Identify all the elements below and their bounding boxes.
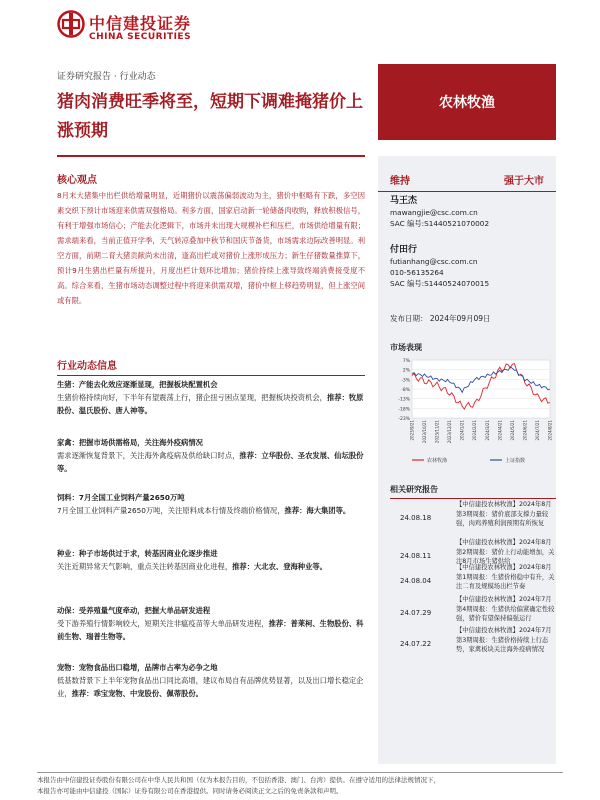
news-item-body: 低基数背景下上半年宠物食品出口同比高增，建议布局自有品牌优势显著，以及出口增长稳定企业，推荐：乖宝宠物、中宠股份、佩蒂股份。 — [57, 676, 364, 698]
rating-action: 维持 — [390, 176, 410, 187]
related-text[interactable]: 【中信建投农林牧渔】2024年7月第4期周报：生猪供给偏紧确定性较强，猪价有望保持偏强运行 — [456, 596, 555, 622]
market-title: 市场表现 — [390, 343, 422, 352]
y-tick-label: -18% — [398, 407, 410, 413]
disclaimer-line: 本报告由中信建投证券股份有限公司在中华人民共和国（仅为本报告目的，不包括香港、澳门、台湾）提供。在遵守适用的法律法规情况下， — [37, 776, 440, 784]
logo-mark-icon — [57, 10, 85, 38]
y-tick-label: -8% — [401, 388, 410, 393]
news-item-body: 需求逐渐恢复背景下，关注海外禽疫病及供给缺口时点，推荐：立华股份、圣农发展、仙坛股份等。 — [57, 451, 364, 473]
news-item-rec: 乖宝宠物、中宠股份、佩蒂股份。 — [93, 689, 203, 698]
x-tick-label: 2024/8/21 — [547, 420, 553, 441]
analyst-email: futianhang@csc.com.cn — [390, 257, 478, 266]
related-date: 24.08.11 — [400, 552, 432, 560]
analyst-phone: 010-56135264 — [390, 268, 444, 277]
news-item-head: 生猪：产能去化效应逐渐显现，把握板块配置机会 — [57, 380, 218, 389]
page-title: 猪肉消费旺季将至，短期下调难掩猪价上涨预期 — [57, 92, 363, 141]
related-divider — [390, 498, 556, 499]
x-tick-label: 2024/5/21 — [509, 420, 515, 441]
x-tick-label: 2024/6/21 — [522, 420, 528, 441]
news-item-head: 饲料：7月全国工业饲料产量2650万吨 — [57, 493, 185, 502]
news-item-rec: 海大集团等。 — [306, 506, 351, 515]
news-item-body: 7月全国工业饲料产量2650万吨，关注原料成本行情及终端价格情况，推荐：海大集团等。 — [57, 506, 351, 515]
news-item-head: 宠物：宠物食品出口稳增，品牌市占率为必争之地 — [57, 663, 218, 672]
x-tick-label: 2023/11/21 — [434, 420, 440, 444]
analyst-sac: SAC 编号:S1440521070002 — [390, 219, 490, 228]
analyst-name: 马王杰 — [390, 196, 418, 206]
related-text[interactable]: 【中信建投农林牧渔】2024年7月第3期周报：生猪价格持续上行态势，家禽板块关注海外疫病情况 — [456, 627, 552, 653]
related-text[interactable]: 【中信建投农林牧渔】2024年8月第1期周报：生猪价格稳中有升，关注二育及规模场出栏节奏 — [456, 564, 555, 590]
related-date: 24.08.18 — [400, 514, 432, 522]
analyst-card — [390, 245, 489, 289]
related-text[interactable]: 【中信建投农林牧渔】2024年8月第3期周报：猪价底部支撑力量较强，肉鸡养殖利润预期有所恢复 — [456, 501, 552, 527]
disclaimer-line: 本报告亦可能由中信建投（国际）证券有限公司在香港提供。同时请务必阅读正文之后的免责条款和声明。 — [37, 787, 343, 795]
related-date: 24.07.29 — [400, 609, 432, 617]
news-item-head: 种业：种子市场供过于求，转基因商业化逐步推进 — [57, 549, 218, 558]
x-tick-label: 2024/7/21 — [534, 420, 540, 441]
news-item-rec: 大北农、登海种业等。 — [254, 562, 327, 571]
related-date: 24.08.04 — [400, 577, 432, 585]
news-item-body: 关注近期异常天气影响，重点关注转基因商业化进程，推荐：大北农、登海种业等。 — [57, 562, 327, 571]
summary-text: 8月末大猪集中出栏供给增量明显，近期猪价以震荡偏弱波动为主，猪价中枢略有下跌，多空因素交织下预计市场迎来供需双强格局。利多方面，国家启动新一轮储备肉收购，释放积极信号，有利于增强市场信心；产能去化逻辑下，市场并未出现大规模补栏和压栏，市场供给增量有限；需求端来看，当前正值开学季，天气转凉叠加中秋节和国庆节备货，市场需求边际改善明显。利空方面，前期二育大猪贡献尚未出清，逢高出栏或对猪价上涨形成压力；新生仔猪数量推算下，预计9月生猪出栏量有所提升，月度出栏计划环比增加；猪价持续上涨导致终端消费接受度不高。综合来看，生猪市场动态调整过程中将迎来供需双增，猪价中枢上移趋势明显，但上涨空间或有限。 — [57, 191, 365, 305]
sector-label: 农林牧渔 — [439, 95, 495, 111]
news-item-body: 受下游养殖行情影响较大，短期关注非瘟疫苗等大单品研发进程，推荐：普莱柯、生物股份、科前生物、瑞普生物等。 — [57, 619, 364, 641]
x-tick-label: 2024/2/21 — [472, 420, 478, 441]
summary-heading: 核心观点 — [57, 175, 97, 186]
analyst-sac: SAC 编号:S1440524070015 — [390, 279, 490, 288]
brand-name-en: CHINA SECURITIES — [89, 32, 192, 42]
y-tick-label: -13% — [398, 397, 410, 403]
footer-divider — [37, 772, 563, 773]
analyst-name: 付田行 — [390, 245, 418, 255]
related-text[interactable]: 【中信建投农林牧渔】2024年8月第2期周报：猪价上行动能增加，关注8月市场生猪供给 — [456, 539, 555, 565]
x-tick-label: 2023/12/21 — [447, 420, 453, 444]
x-tick-label: 2024/4/21 — [497, 420, 503, 441]
y-tick-label: 7% — [402, 359, 410, 364]
rating-value: 强于大市 — [504, 176, 544, 187]
analyst-email: mawangjie@csc.com.cn — [390, 208, 478, 217]
x-tick-label: 2024/1/21 — [459, 420, 465, 441]
doc-type: 证券研究报告 · 行业动态 — [57, 72, 156, 82]
news-divider — [57, 375, 365, 376]
rating-row — [378, 166, 556, 192]
y-tick-label: 2% — [402, 368, 410, 374]
x-tick-label: 2024/3/21 — [484, 420, 490, 441]
sector-box — [378, 64, 556, 140]
legend-label: 上证指数 — [505, 457, 526, 464]
related-date: 24.07.22 — [400, 640, 432, 648]
news-item-rec: 普莱柯、生物股份、科前生物、瑞普生物等。 — [57, 619, 364, 641]
news-item-head: 动保：受养殖量气度牵动，把握大单品研发进程 — [57, 606, 211, 615]
news-item — [57, 436, 365, 475]
market-chart — [390, 356, 556, 468]
x-tick-label: 2023/10/21 — [422, 420, 428, 444]
news-heading: 行业动态信息 — [57, 361, 117, 372]
brand-logo — [57, 10, 217, 46]
news-item-body: 生猪价格持续向好，下半年有望震荡上行，猪企扭亏困点显现，把握板块投资机会，推荐：牧原股份、温氏股份、唐人神等。 — [57, 393, 364, 415]
news-item — [57, 547, 365, 573]
related-title: 相关研究报告 — [390, 485, 438, 494]
news-item — [57, 378, 365, 417]
brand-name-cn: 中信建投证券 — [89, 14, 192, 33]
legend-label: 农林牧渔 — [427, 457, 448, 464]
news-item-head: 家禽：把握市场供需格局，关注海外疫病情况 — [57, 438, 203, 447]
x-tick-label: 2023/9/21 — [409, 420, 415, 441]
analyst-card — [390, 196, 489, 229]
publish-date: 发布日期： 2024年09月09日 — [390, 314, 491, 323]
news-item-rec: 立华股份、圣农发展、仙坛股份等。 — [57, 451, 364, 473]
news-item — [57, 661, 365, 700]
related-item[interactable] — [390, 626, 556, 664]
news-item — [57, 604, 365, 643]
y-tick-label: -23% — [398, 417, 410, 422]
news-item — [57, 491, 365, 517]
news-item-rec: 牧原股份、温氏股份、唐人神等。 — [57, 393, 364, 415]
title-divider — [57, 155, 365, 157]
y-tick-label: -3% — [401, 378, 410, 384]
related-item[interactable] — [390, 500, 556, 538]
disclaimer — [37, 775, 563, 797]
